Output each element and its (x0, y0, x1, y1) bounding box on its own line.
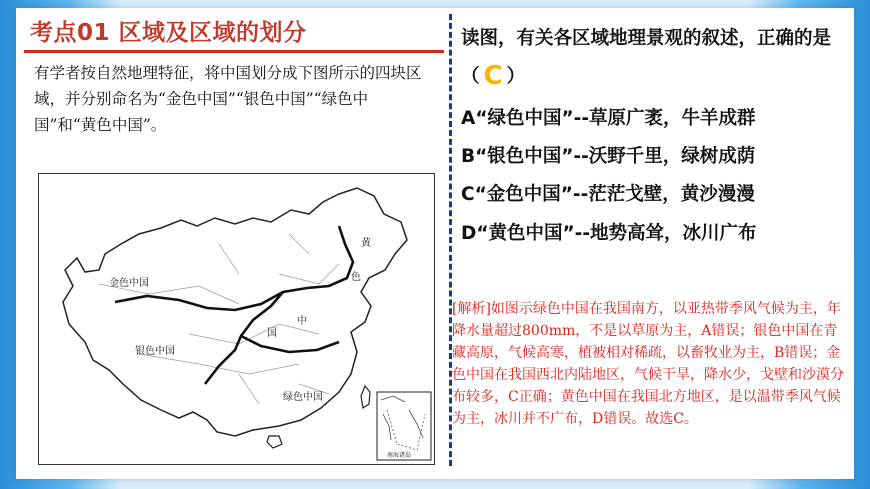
china-outline (63, 188, 407, 436)
option-c: C“金色中国”--茫茫戈壁，黄沙漫漫 (461, 184, 755, 205)
slide-frame (16, 8, 854, 479)
label-yellow-3: 中 (297, 316, 307, 327)
taiwan-outline (361, 386, 370, 408)
option-a: A“绿色中国”--草原广袤，牛羊成群 (461, 108, 756, 129)
option-b: B“银色中国”--沃野千里，绿树成荫 (461, 146, 756, 167)
title-underline (24, 50, 444, 53)
option-d: D“黄色中国”--地势高耸，冰川广布 (461, 223, 757, 244)
explanation-text: [解析]如图示绿色中国在我国南方，以亚热带季风气候为主，年降水量超过800mm，不是以草原为主，A错误；银色中国在青藏高原，气候高寒，植被相对稀疏，以畜牧业为主，B错误；金色中国在我国西北内陆地区，气候干旱，降水少，戈壁和沙漠分布较多，C正确；黄色中国在我国北方地区，是以温带季风气候为主，冰川并不广布，D错误。故选C。 (452, 301, 844, 427)
answer-letter: C (483, 61, 503, 91)
label-yellow-4: 国 (267, 328, 277, 339)
label-yellow-1: 黄 (361, 238, 371, 249)
label-silver-china: 银色中国 (135, 346, 175, 357)
intro-text: 有学者按自然地理特征，将中国划分成下图所示的四块区域，并分别命名为“金色中国”“银色中国”“绿色中国”和“黄色中国”。 (34, 64, 422, 134)
south-sea-label: 南海诸岛 (387, 452, 412, 459)
china-region-map (38, 173, 435, 465)
question-suffix: ） (506, 66, 526, 87)
slide-title: 考点01 区域及区域的划分 (30, 20, 307, 46)
question-prefix: 读图，有关各区域地理景观的叙述，正确的是（ (461, 28, 832, 87)
question-text (461, 20, 846, 96)
label-gold-china: 金色中国 (109, 278, 149, 289)
label-green-china: 绿色中国 (283, 392, 323, 403)
map-svg (39, 174, 434, 464)
label-yellow-2: 色 (351, 272, 361, 283)
hainan-outline (267, 436, 282, 448)
south-sea-inset (377, 392, 431, 460)
